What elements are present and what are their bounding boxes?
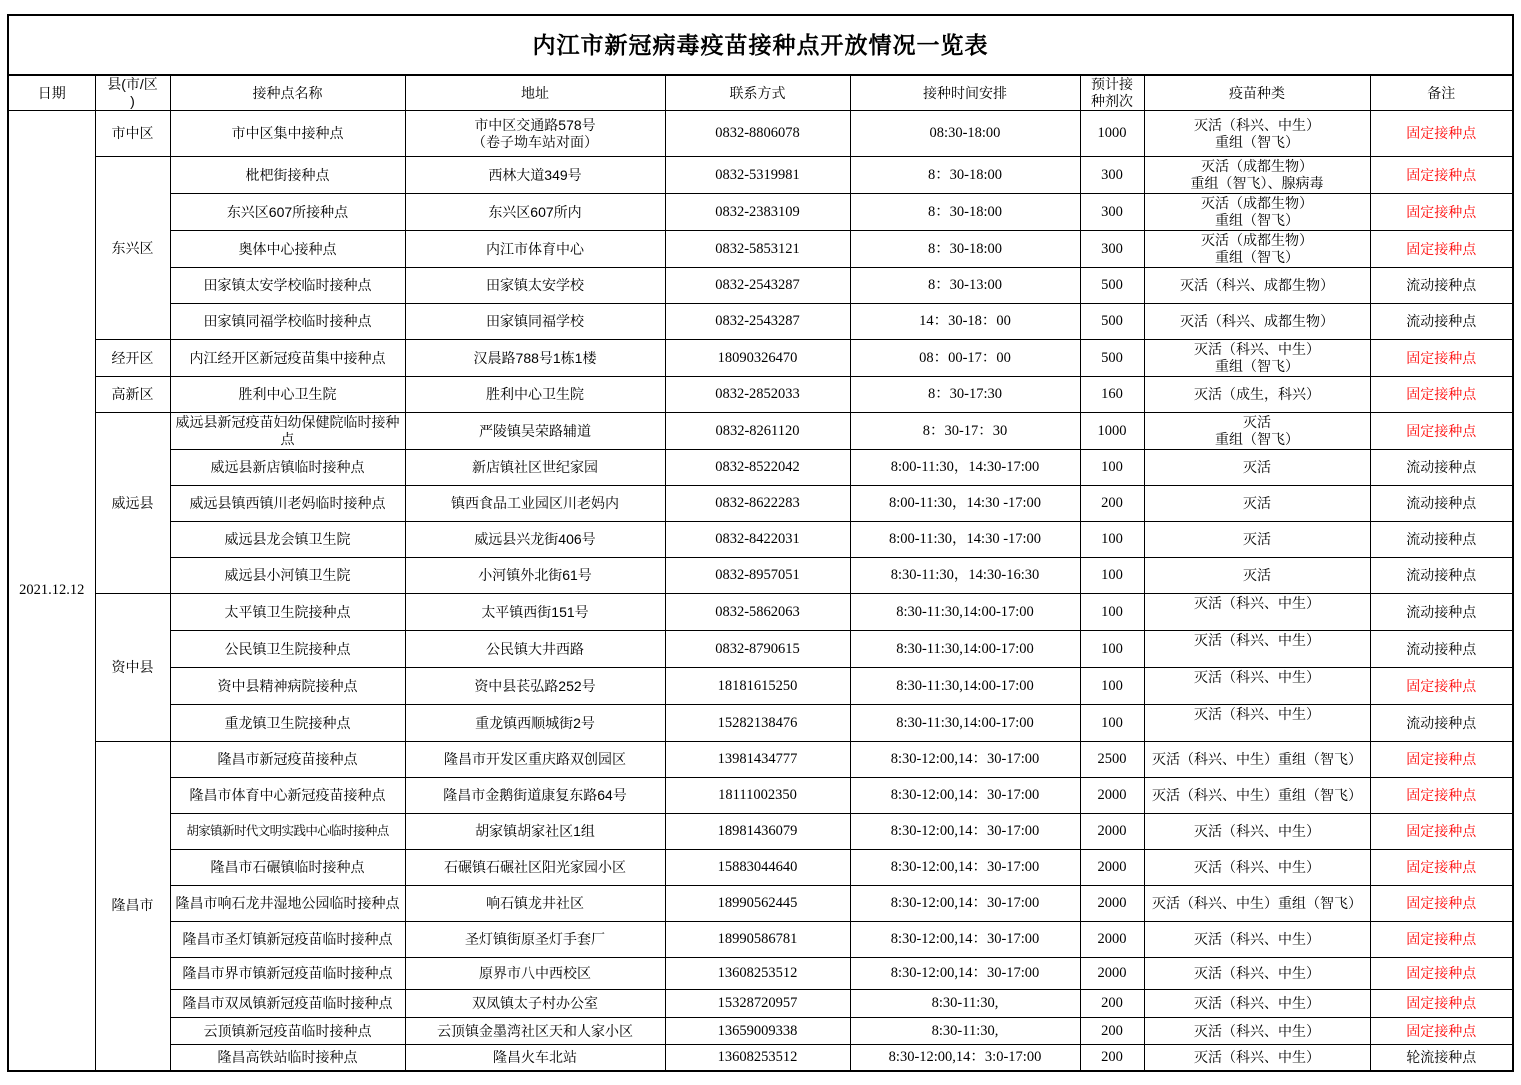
site-name-cell: 内江经开区新冠疫苗集中接种点 bbox=[170, 340, 405, 377]
district-cell: 隆昌市 bbox=[95, 742, 170, 1071]
time-cell: 8：30-17：30 bbox=[850, 413, 1080, 450]
doses-cell: 2000 bbox=[1080, 958, 1144, 990]
table-row bbox=[8, 742, 1513, 778]
doses-cell: 300 bbox=[1080, 194, 1144, 231]
doses-cell: 100 bbox=[1080, 668, 1144, 705]
address-cell: 响石镇龙井社区 bbox=[405, 886, 665, 922]
contact-cell: 13659009338 bbox=[665, 1018, 850, 1045]
time-cell: 8：30-18:00 bbox=[850, 231, 1080, 268]
vaccine-type-cell: 灭活（科兴、中生） bbox=[1144, 814, 1370, 850]
site-name-cell: 太平镇卫生院接种点 bbox=[170, 594, 405, 631]
doses-cell: 1000 bbox=[1080, 413, 1144, 450]
vaccine-type-cell: 灭活（科兴、中生） bbox=[1144, 1045, 1370, 1071]
remark-cell: 流动接种点 bbox=[1370, 594, 1513, 631]
column-header-5: 接种时间安排 bbox=[850, 75, 1080, 111]
time-cell: 8:30-12:00,14：30-17:00 bbox=[850, 850, 1080, 886]
column-header-8: 备注 bbox=[1370, 75, 1513, 111]
table-row bbox=[8, 231, 1513, 268]
table-header-row bbox=[8, 75, 1513, 111]
contact-cell: 0832-8422031 bbox=[665, 522, 850, 558]
time-cell: 8:00-11:30，14:30 -17:00 bbox=[850, 522, 1080, 558]
vaccine-type-cell: 灭活（科兴、中生） 重组（智飞） bbox=[1144, 111, 1370, 157]
doses-cell: 160 bbox=[1080, 377, 1144, 413]
title-row bbox=[8, 15, 1513, 75]
contact-cell: 0832-2852033 bbox=[665, 377, 850, 413]
address-cell: 小河镇外北街61号 bbox=[405, 558, 665, 594]
doses-cell: 100 bbox=[1080, 631, 1144, 668]
time-cell: 8:30-11:30,14:00-17:00 bbox=[850, 631, 1080, 668]
address-cell: 田家镇同福学校 bbox=[405, 304, 665, 340]
address-cell: 原界市八中西校区 bbox=[405, 958, 665, 990]
table-row bbox=[8, 558, 1513, 594]
address-cell: 太平镇西街151号 bbox=[405, 594, 665, 631]
vaccine-type-cell: 灭活（科兴、成都生物） bbox=[1144, 268, 1370, 304]
site-name-cell: 隆昌市界市镇新冠疫苗临时接种点 bbox=[170, 958, 405, 990]
date-cell: 2021.12.12 bbox=[8, 111, 95, 1071]
remark-cell: 固定接种点 bbox=[1370, 958, 1513, 990]
contact-cell: 15883044640 bbox=[665, 850, 850, 886]
contact-cell: 0832-2383109 bbox=[665, 194, 850, 231]
column-header-2: 接种点名称 bbox=[170, 75, 405, 111]
contact-cell: 13608253512 bbox=[665, 958, 850, 990]
site-name-cell: 市中区集中接种点 bbox=[170, 111, 405, 157]
doses-cell: 300 bbox=[1080, 157, 1144, 194]
time-cell: 08:30-18:00 bbox=[850, 111, 1080, 157]
vaccine-type-cell: 灭活（科兴、中生） 重组（智飞） bbox=[1144, 340, 1370, 377]
remark-cell: 固定接种点 bbox=[1370, 742, 1513, 778]
column-header-7: 疫苗种类 bbox=[1144, 75, 1370, 111]
site-name-cell: 威远县新冠疫苗妇幼保健院临时接种 点 bbox=[170, 413, 405, 450]
site-name-cell: 云顶镇新冠疫苗临时接种点 bbox=[170, 1018, 405, 1045]
site-name-cell: 田家镇太安学校临时接种点 bbox=[170, 268, 405, 304]
site-name-cell: 资中县精神病院接种点 bbox=[170, 668, 405, 705]
remark-cell: 固定接种点 bbox=[1370, 340, 1513, 377]
district-cell: 东兴区 bbox=[95, 157, 170, 340]
remark-cell: 流动接种点 bbox=[1370, 558, 1513, 594]
address-cell: 严陵镇吴荣路辅道 bbox=[405, 413, 665, 450]
contact-cell: 18990586781 bbox=[665, 922, 850, 958]
address-cell: 公民镇大井西路 bbox=[405, 631, 665, 668]
contact-cell: 0832-8261120 bbox=[665, 413, 850, 450]
table-row bbox=[8, 668, 1513, 705]
remark-cell: 固定接种点 bbox=[1370, 778, 1513, 814]
remark-cell: 流动接种点 bbox=[1370, 268, 1513, 304]
vaccine-type-cell: 灭活（科兴、成都生物） bbox=[1144, 304, 1370, 340]
contact-cell: 0832-5862063 bbox=[665, 594, 850, 631]
table-body bbox=[8, 111, 1513, 1071]
address-cell: 内江市体育中心 bbox=[405, 231, 665, 268]
address-cell: 资中县苌弘路252号 bbox=[405, 668, 665, 705]
doses-cell: 500 bbox=[1080, 268, 1144, 304]
remark-cell: 固定接种点 bbox=[1370, 814, 1513, 850]
vaccine-type-cell: 灭活（科兴、中生） bbox=[1144, 1018, 1370, 1045]
district-cell: 资中县 bbox=[95, 594, 170, 742]
time-cell: 8：30-13:00 bbox=[850, 268, 1080, 304]
doses-cell: 500 bbox=[1080, 304, 1144, 340]
time-cell: 8:30-12:00,14：30-17:00 bbox=[850, 742, 1080, 778]
contact-cell: 13608253512 bbox=[665, 1045, 850, 1071]
site-name-cell: 田家镇同福学校临时接种点 bbox=[170, 304, 405, 340]
doses-cell: 500 bbox=[1080, 340, 1144, 377]
doses-cell: 2000 bbox=[1080, 850, 1144, 886]
vaccine-type-cell: 灭活（科兴、中生） bbox=[1144, 958, 1370, 990]
time-cell: 8:00-11:30，14:30 -17:00 bbox=[850, 486, 1080, 522]
vaccine-type-cell: 灭活（成都生物） 重组（智飞） bbox=[1144, 231, 1370, 268]
vaccine-type-cell: 灭活 bbox=[1144, 450, 1370, 486]
remark-cell: 固定接种点 bbox=[1370, 194, 1513, 231]
doses-cell: 100 bbox=[1080, 705, 1144, 742]
table-row bbox=[8, 377, 1513, 413]
remark-cell: 固定接种点 bbox=[1370, 922, 1513, 958]
table-row bbox=[8, 631, 1513, 668]
table-row bbox=[8, 594, 1513, 631]
site-name-cell: 隆昌市响石龙井湿地公园临时接种点 bbox=[170, 886, 405, 922]
site-name-cell: 威远县龙会镇卫生院 bbox=[170, 522, 405, 558]
address-cell: 隆昌市开发区重庆路双创园区 bbox=[405, 742, 665, 778]
time-cell: 8:30-12:00,14：30-17:00 bbox=[850, 778, 1080, 814]
contact-cell: 13981434777 bbox=[665, 742, 850, 778]
vaccine-type-cell: 灭活 重组（智飞） bbox=[1144, 413, 1370, 450]
address-cell: 云顶镇金墨湾社区天和人家小区 bbox=[405, 1018, 665, 1045]
doses-cell: 100 bbox=[1080, 558, 1144, 594]
doses-cell: 2000 bbox=[1080, 922, 1144, 958]
contact-cell: 0832-2543287 bbox=[665, 304, 850, 340]
table-row bbox=[8, 958, 1513, 990]
remark-cell: 固定接种点 bbox=[1370, 111, 1513, 157]
column-header-1: 县(市/区 ) bbox=[95, 75, 170, 111]
district-cell: 高新区 bbox=[95, 377, 170, 413]
vaccine-type-cell: 灭活（科兴、中生）重组（智飞） bbox=[1144, 742, 1370, 778]
contact-cell: 18090326470 bbox=[665, 340, 850, 377]
time-cell: 8:30-11:30，14:30-16:30 bbox=[850, 558, 1080, 594]
remark-cell: 固定接种点 bbox=[1370, 413, 1513, 450]
remark-cell: 轮流接种点 bbox=[1370, 1045, 1513, 1071]
vaccine-type-cell: 灭活（科兴、中生） bbox=[1144, 850, 1370, 886]
address-cell: 隆昌市金鹅街道康复东路64号 bbox=[405, 778, 665, 814]
vaccine-type-cell: 灭活（科兴、中生） bbox=[1144, 705, 1370, 742]
vaccine-type-cell: 灭活（科兴、中生） bbox=[1144, 990, 1370, 1018]
time-cell: 8：30-18:00 bbox=[850, 194, 1080, 231]
time-cell: 8:30-12:00,14：30-17:00 bbox=[850, 814, 1080, 850]
vaccine-type-cell: 灭活 bbox=[1144, 558, 1370, 594]
time-cell: 14：30-18：00 bbox=[850, 304, 1080, 340]
doses-cell: 1000 bbox=[1080, 111, 1144, 157]
doses-cell: 100 bbox=[1080, 522, 1144, 558]
site-name-cell: 隆昌高铁站临时接种点 bbox=[170, 1045, 405, 1071]
contact-cell: 18181615250 bbox=[665, 668, 850, 705]
contact-cell: 18981436079 bbox=[665, 814, 850, 850]
table-row bbox=[8, 990, 1513, 1018]
vaccination-sites-table bbox=[7, 14, 1514, 1072]
table-row bbox=[8, 268, 1513, 304]
site-name-cell: 隆昌市双凤镇新冠疫苗临时接种点 bbox=[170, 990, 405, 1018]
remark-cell: 固定接种点 bbox=[1370, 231, 1513, 268]
remark-cell: 固定接种点 bbox=[1370, 990, 1513, 1018]
site-name-cell: 威远县镇西镇川老妈临时接种点 bbox=[170, 486, 405, 522]
site-name-cell: 威远县新店镇临时接种点 bbox=[170, 450, 405, 486]
table-row bbox=[8, 157, 1513, 194]
table-row bbox=[8, 778, 1513, 814]
contact-cell: 0832-8806078 bbox=[665, 111, 850, 157]
vaccine-type-cell: 灭活（科兴、中生）重组（智飞） bbox=[1144, 778, 1370, 814]
time-cell: 8:30-12:00,14：3:0-17:00 bbox=[850, 1045, 1080, 1071]
vaccine-type-cell: 灭活（成生，科兴） bbox=[1144, 377, 1370, 413]
time-cell: 8:30-12:00,14：30-17:00 bbox=[850, 886, 1080, 922]
time-cell: 8:30-11:30, bbox=[850, 990, 1080, 1018]
contact-cell: 0832-5319981 bbox=[665, 157, 850, 194]
doses-cell: 2000 bbox=[1080, 814, 1144, 850]
address-cell: 市中区交通路578号 （卷子坳车站对面） bbox=[405, 111, 665, 157]
address-cell: 东兴区607所内 bbox=[405, 194, 665, 231]
site-name-cell: 公民镇卫生院接种点 bbox=[170, 631, 405, 668]
remark-cell: 固定接种点 bbox=[1370, 157, 1513, 194]
doses-cell: 2000 bbox=[1080, 778, 1144, 814]
contact-cell: 0832-5853121 bbox=[665, 231, 850, 268]
contact-cell: 18111002350 bbox=[665, 778, 850, 814]
site-name-cell: 隆昌市石碾镇临时接种点 bbox=[170, 850, 405, 886]
vaccine-type-cell: 灭活（科兴、中生） bbox=[1144, 631, 1370, 668]
address-cell: 胜利中心卫生院 bbox=[405, 377, 665, 413]
time-cell: 8：30-18:00 bbox=[850, 157, 1080, 194]
table-row bbox=[8, 922, 1513, 958]
remark-cell: 固定接种点 bbox=[1370, 1018, 1513, 1045]
time-cell: 8:30-11:30,14:00-17:00 bbox=[850, 594, 1080, 631]
table-row bbox=[8, 450, 1513, 486]
contact-cell: 18990562445 bbox=[665, 886, 850, 922]
table-row bbox=[8, 522, 1513, 558]
site-name-cell: 胡家镇新时代文明实践中心临时接种点 bbox=[170, 814, 405, 850]
time-cell: 8:30-11:30, bbox=[850, 1018, 1080, 1045]
remark-cell: 流动接种点 bbox=[1370, 631, 1513, 668]
address-cell: 双凤镇太子村办公室 bbox=[405, 990, 665, 1018]
address-cell: 新店镇社区世纪家园 bbox=[405, 450, 665, 486]
address-cell: 田家镇太安学校 bbox=[405, 268, 665, 304]
remark-cell: 固定接种点 bbox=[1370, 377, 1513, 413]
page-title: 内江市新冠病毒疫苗接种点开放情况一览表 bbox=[8, 15, 1513, 75]
remark-cell: 流动接种点 bbox=[1370, 450, 1513, 486]
contact-cell: 15282138476 bbox=[665, 705, 850, 742]
district-cell: 市中区 bbox=[95, 111, 170, 157]
table-row bbox=[8, 886, 1513, 922]
table-row bbox=[8, 486, 1513, 522]
vaccine-type-cell: 灭活（科兴、中生） bbox=[1144, 668, 1370, 705]
address-cell: 汉晨路788号1栋1楼 bbox=[405, 340, 665, 377]
vaccine-type-cell: 灭活（科兴、中生）重组（智飞） bbox=[1144, 886, 1370, 922]
time-cell: 8:30-12:00,14：30-17:00 bbox=[850, 958, 1080, 990]
site-name-cell: 奥体中心接种点 bbox=[170, 231, 405, 268]
site-name-cell: 威远县小河镇卫生院 bbox=[170, 558, 405, 594]
vaccine-type-cell: 灭活（成都生物） 重组（智飞） bbox=[1144, 194, 1370, 231]
table-row bbox=[8, 194, 1513, 231]
time-cell: 8:30-12:00,14：30-17:00 bbox=[850, 922, 1080, 958]
doses-cell: 200 bbox=[1080, 1018, 1144, 1045]
vaccine-type-cell: 灭活（科兴、中生） bbox=[1144, 594, 1370, 631]
contact-cell: 0832-8790615 bbox=[665, 631, 850, 668]
doses-cell: 300 bbox=[1080, 231, 1144, 268]
remark-cell: 固定接种点 bbox=[1370, 886, 1513, 922]
remark-cell: 流动接种点 bbox=[1370, 304, 1513, 340]
address-cell: 石碾镇石碾社区阳光家园小区 bbox=[405, 850, 665, 886]
doses-cell: 100 bbox=[1080, 594, 1144, 631]
table-row bbox=[8, 340, 1513, 377]
doses-cell: 2000 bbox=[1080, 886, 1144, 922]
site-name-cell: 东兴区607所接种点 bbox=[170, 194, 405, 231]
address-cell: 重龙镇西顺城街2号 bbox=[405, 705, 665, 742]
address-cell: 圣灯镇街原圣灯手套厂 bbox=[405, 922, 665, 958]
site-name-cell: 重龙镇卫生院接种点 bbox=[170, 705, 405, 742]
district-cell: 威远县 bbox=[95, 413, 170, 594]
table-row bbox=[8, 413, 1513, 450]
table-row bbox=[8, 850, 1513, 886]
remark-cell: 流动接种点 bbox=[1370, 486, 1513, 522]
vaccine-type-cell: 灭活（科兴、中生） bbox=[1144, 922, 1370, 958]
contact-cell: 15328720957 bbox=[665, 990, 850, 1018]
address-cell: 隆昌火车北站 bbox=[405, 1045, 665, 1071]
table-row bbox=[8, 1045, 1513, 1071]
table-row bbox=[8, 705, 1513, 742]
table-row bbox=[8, 304, 1513, 340]
column-header-3: 地址 bbox=[405, 75, 665, 111]
address-cell: 威远县兴龙街406号 bbox=[405, 522, 665, 558]
time-cell: 8:00-11:30，14:30-17:00 bbox=[850, 450, 1080, 486]
doses-cell: 200 bbox=[1080, 990, 1144, 1018]
time-cell: 8:30-11:30,14:00-17:00 bbox=[850, 705, 1080, 742]
address-cell: 镇西食品工业园区川老妈内 bbox=[405, 486, 665, 522]
site-name-cell: 隆昌市圣灯镇新冠疫苗临时接种点 bbox=[170, 922, 405, 958]
doses-cell: 100 bbox=[1080, 450, 1144, 486]
table-row bbox=[8, 1018, 1513, 1045]
remark-cell: 固定接种点 bbox=[1370, 668, 1513, 705]
document-sheet bbox=[7, 14, 1513, 1072]
contact-cell: 0832-8622283 bbox=[665, 486, 850, 522]
vaccine-type-cell: 灭活 bbox=[1144, 522, 1370, 558]
column-header-4: 联系方式 bbox=[665, 75, 850, 111]
column-header-0: 日期 bbox=[8, 75, 95, 111]
doses-cell: 200 bbox=[1080, 1045, 1144, 1071]
vaccine-type-cell: 灭活 bbox=[1144, 486, 1370, 522]
address-cell: 胡家镇胡家社区1组 bbox=[405, 814, 665, 850]
doses-cell: 200 bbox=[1080, 486, 1144, 522]
contact-cell: 0832-8957051 bbox=[665, 558, 850, 594]
time-cell: 8:30-11:30,14:00-17:00 bbox=[850, 668, 1080, 705]
address-cell: 西林大道349号 bbox=[405, 157, 665, 194]
contact-cell: 0832-2543287 bbox=[665, 268, 850, 304]
time-cell: 08：00-17：00 bbox=[850, 340, 1080, 377]
site-name-cell: 隆昌市新冠疫苗接种点 bbox=[170, 742, 405, 778]
remark-cell: 固定接种点 bbox=[1370, 850, 1513, 886]
contact-cell: 0832-8522042 bbox=[665, 450, 850, 486]
table-row bbox=[8, 111, 1513, 157]
site-name-cell: 胜利中心卫生院 bbox=[170, 377, 405, 413]
time-cell: 8：30-17:30 bbox=[850, 377, 1080, 413]
doses-cell: 2500 bbox=[1080, 742, 1144, 778]
vaccine-type-cell: 灭活（成都生物） 重组（智飞）、腺病毒 bbox=[1144, 157, 1370, 194]
column-header-6: 预计接 种剂次 bbox=[1080, 75, 1144, 111]
table-row bbox=[8, 814, 1513, 850]
remark-cell: 流动接种点 bbox=[1370, 705, 1513, 742]
district-cell: 经开区 bbox=[95, 340, 170, 377]
remark-cell: 流动接种点 bbox=[1370, 522, 1513, 558]
site-name-cell: 枇杷街接种点 bbox=[170, 157, 405, 194]
site-name-cell: 隆昌市体育中心新冠疫苗接种点 bbox=[170, 778, 405, 814]
